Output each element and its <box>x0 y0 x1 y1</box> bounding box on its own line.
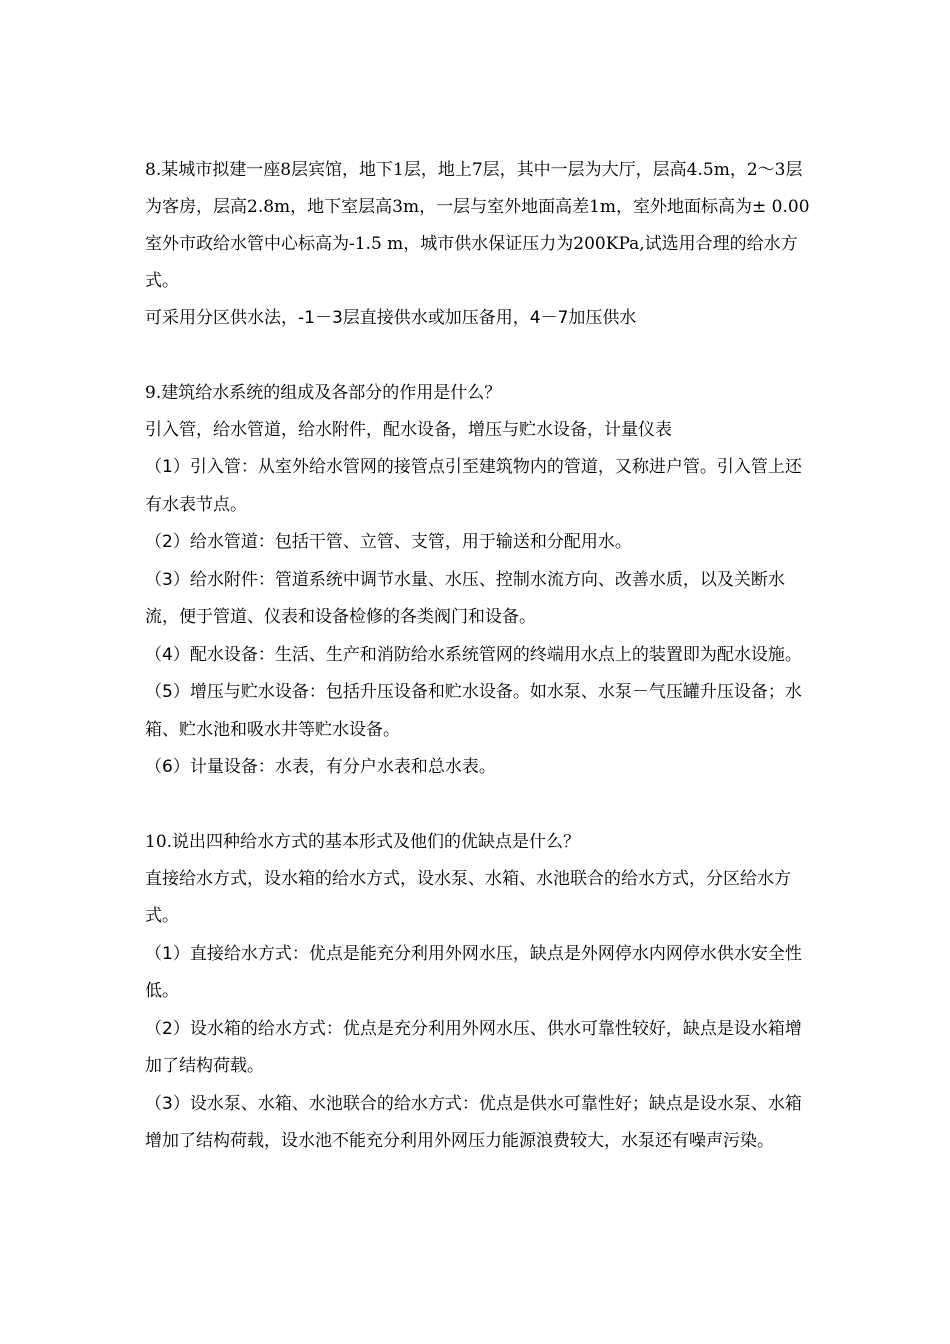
document-content <box>145 152 810 1161</box>
question-9-item: （3）给水附件：管道系统中调节水量、水压、控制水流方向、改善水质，以及关断水流，便于管道、仪表和设备检修的各类阀门和设备。 <box>145 569 785 627</box>
question-9-summary: 引入管，给水管道，给水附件，配水设备，增压与贮水设备，计量仪表 <box>145 419 672 440</box>
question-9-item: （1）引入管：从室外给水管网的接管点引至建筑物内的管道，又称进户管。引入管上还有水表节点。 <box>145 457 802 515</box>
question-10-section <box>145 824 810 1161</box>
question-9-text: 9.建筑给水系统的组成及各部分的作用是什么？ <box>145 382 502 403</box>
question-9-item: （2）给水管道：包括干管、立管、支管，用于输送和分配用水。 <box>145 532 632 552</box>
question-10-item: （2）设水箱的给水方式：优点是充分利用外网水压、供水可靠性较好，缺点是设水箱增加了结构荷载。 <box>145 1018 802 1076</box>
section-spacer <box>145 338 810 375</box>
question-10-item: （3）设水泵、水箱、水池联合的给水方式：优点是供水可靠性好；缺点是设水泵、水箱增加了结构荷载，设水池不能充分利用外网压力能源浪费较大，水泵还有噪声污染。 <box>145 1093 802 1151</box>
question-9-item: （5）增压与贮水设备：包括升压设备和贮水设备。如水泵、水泵－气压罐升压设备；水箱、贮水池和吸水井等贮水设备。 <box>145 682 802 740</box>
question-10-text: 10.说出四种给水方式的基本形式及他们的优缺点是什么？ <box>145 831 581 852</box>
question-9-item: （6）计量设备：水表，有分户水表和总水表。 <box>145 757 496 777</box>
question-9-section <box>145 375 810 787</box>
question-8-text: 8.某城市拟建一座8层宾馆，地下1层，地上7层，其中一层为大厅，层高4.5m，2～3层为客房，层高2.8m，地下室层高3m，一层与室外地面高差1m，室外地面标高为± 0.00 室外市政给水管中心标高为-1.5 m，城市供水保证压力为200KPa,试选用合理的给水方式。 <box>145 160 810 291</box>
section-spacer <box>145 787 810 824</box>
question-10-summary: 直接给水方式，设水箱的给水方式，设水泵、水箱、水池联合的给水方式，分区给水方式。 <box>145 868 791 926</box>
question-8-answer: 可采用分区供水法，-1－3层直接供水或加压备用，4－7加压供水 <box>145 308 637 328</box>
question-10-item: （1）直接给水方式：优点是能充分利用外网水压，缺点是外网停水内网停水供水安全性低。 <box>145 943 802 1001</box>
question-8-section <box>145 152 810 338</box>
question-9-item: （4）配水设备：生活、生产和消防给水系统管网的终端用水点上的装置即为配水设施。 <box>145 644 802 665</box>
